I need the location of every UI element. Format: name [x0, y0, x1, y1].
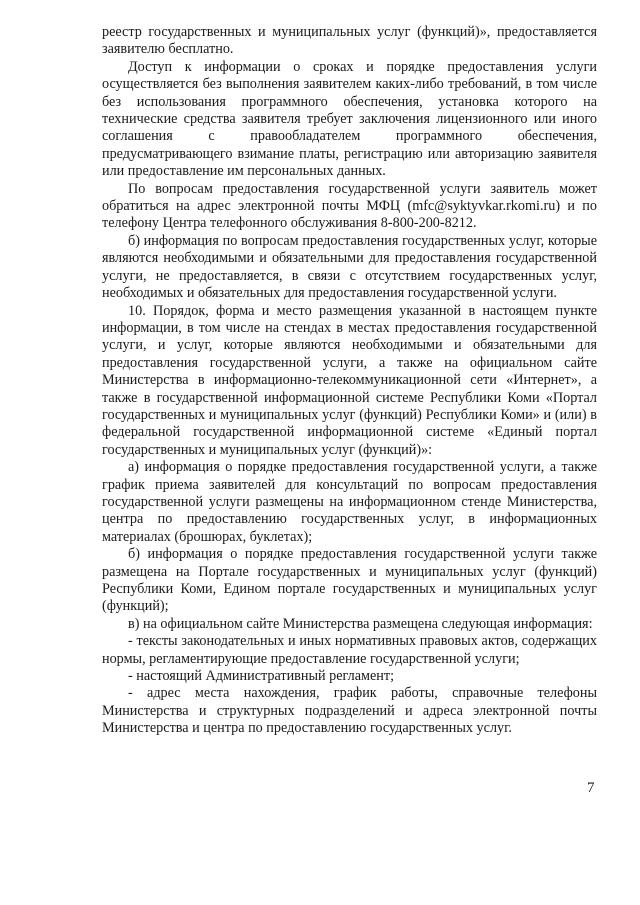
paragraph-11: - адрес места нахождения, график работы, справочные телефоны Министерства и структурных подразделений и адреса электронной почты Министерства и центра по предоставлению государственных услуг. [102, 685, 597, 737]
paragraph-5: 10. Порядок, форма и место размещения указанной в настоящем пункте информации, в том числе на стендах в местах предоставления государственной услуги, и услуг, которые являются необходимыми и обязательными для предоставления государственной услуги, а также на официальном сайте Министерства в информационно-телекоммуникационной сети «Интернет», а также в государственной информационной системе Республики Коми «Портал государственных и муниципальных услуг (функций) Республики Коми» и (или) в федеральной государственной информационной системе «Единый портал государственных и муниципальных услуг (функций)»: [102, 302, 597, 458]
paragraph-10: - настоящий Административный регламент; [128, 668, 395, 685]
paragraph-6: а) информация о порядке предоставления государственной услуги, а также график приема заявителей для консультаций по вопросам предоставления государственной услуги размещены на информационном стенде Министерства, центра по предоставлению государственных услуг, в информационных материалах (брошюрах, буклетах); [102, 459, 597, 545]
page-number: 7 [587, 780, 595, 796]
paragraph-4: б) информация по вопросам предоставления государственных услуг, которые являются необходимыми и обязательными для предоставления государственной услуги, не предоставляется, в связи с отсутствием государственных услуг, необходимых и обязательных для предоставления государственной услуги. [102, 232, 597, 302]
paragraph-7: б) информация о порядке предоставления государственной услуги также размещена на Портале государственных и муниципальных услуг (функций) Республики Коми, Едином портале государственных и муниципальных услуг (функций); [102, 546, 597, 615]
paragraph-9: - тексты законодательных и иных нормативных правовых актов, содержащих нормы, регламентирующие предоставление государственной услуги; [102, 633, 597, 667]
paragraph-8: в) на официальном сайте Министерства размещена следующая информация: [128, 615, 593, 632]
paragraph-3: По вопросам предоставления государственной услуги заявитель может обратиться на адрес электронной почты МФЦ (mfc@syktyvkar.rkomi.ru) и по телефону Центра телефонного обслуживания 8-800-200-8212. [102, 180, 597, 232]
document-body [102, 24, 597, 738]
paragraph-1: реестр государственных и муниципальных услуг (функций)», предоставляется заявителю бесплатно. [102, 24, 597, 58]
paragraph-2: Доступ к информации о сроках и порядке предоставления услуги осуществляется без выполнения заявителем каких-либо требований, в том числе без использования программного обеспечения, установка которого на технические средства заявителя требует заключения лицензионного или иного соглашения с правообладателем программного обеспечения, предусматривающего взимание платы, регистрацию или авторизацию заявителя или предоставление им персональных данных. [102, 58, 597, 180]
